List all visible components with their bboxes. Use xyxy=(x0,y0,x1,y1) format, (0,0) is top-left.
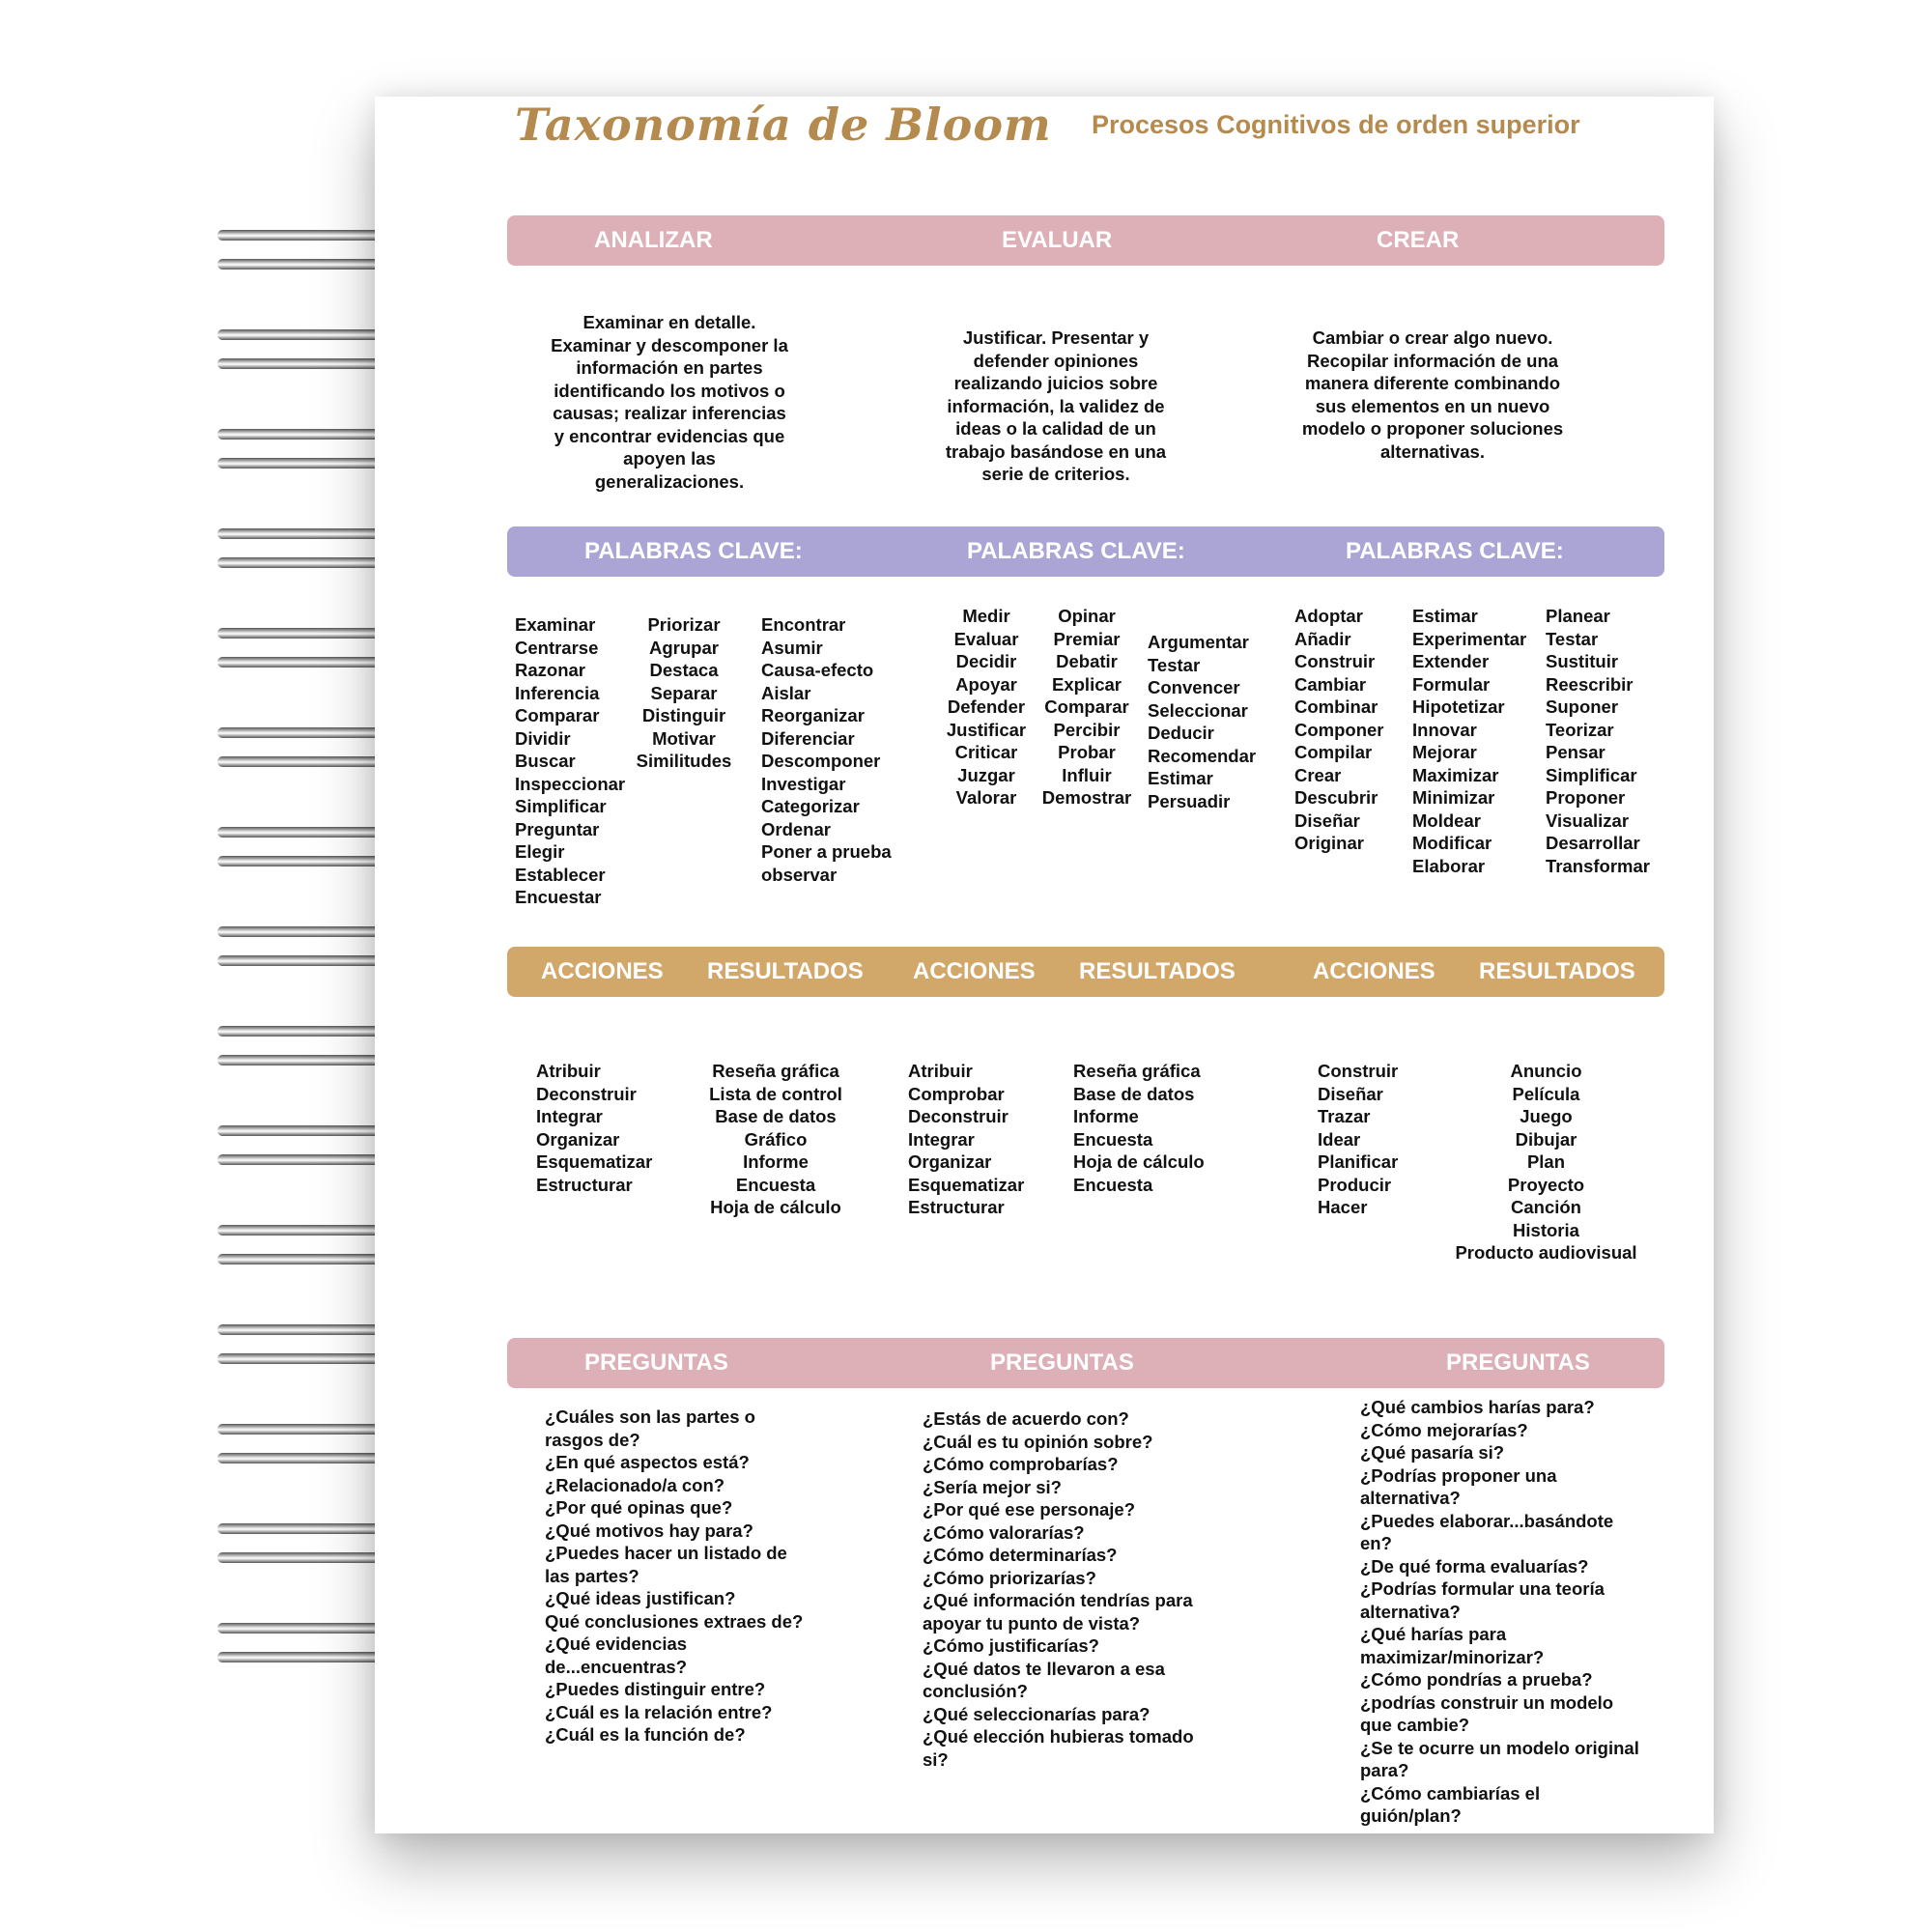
list-item: Sustituir xyxy=(1546,651,1619,671)
results-label-crear: RESULTADOS xyxy=(1479,958,1635,984)
list-item: Probar xyxy=(1058,742,1116,762)
list-item: ¿Se te ocurre un modelo original para? xyxy=(1360,1737,1639,1780)
list-item: Juzgar xyxy=(957,764,1015,785)
list-item: ¿Por qué opinas que? xyxy=(545,1497,733,1518)
list-item: Añadir xyxy=(1294,628,1351,649)
list-item: Recomendar xyxy=(1148,745,1257,766)
list-item: Distinguir xyxy=(641,705,726,725)
list-item: ¿Qué información tendrías para apoyar tu punto de vista? xyxy=(923,1590,1193,1634)
list-item: ¿Cuáles son las partes o rasgos de? xyxy=(545,1406,755,1450)
list-item: Apoyar xyxy=(955,673,1017,695)
list-item: Argumentar xyxy=(1148,632,1249,652)
list-item: Base de datos xyxy=(1073,1083,1195,1104)
keywords-label-analizar: PALABRAS CLAVE: xyxy=(584,538,803,564)
list-item: Integrar xyxy=(536,1106,603,1126)
list-item: Reorganizar xyxy=(761,705,865,725)
keywords-crear-col1 xyxy=(1294,605,1384,855)
list-item: Criticar xyxy=(954,742,1018,762)
list-item: Extender xyxy=(1412,651,1490,671)
list-item: Base de datos xyxy=(715,1106,837,1126)
list-item: Diseñar xyxy=(1294,810,1360,831)
list-item: apoyen las xyxy=(623,448,716,469)
list-item: identificando los motivos o xyxy=(554,380,785,401)
list-item: Esquematizar xyxy=(908,1174,1025,1195)
list-item: Compilar xyxy=(1294,742,1373,762)
questions-label-evaluar: PREGUNTAS xyxy=(990,1350,1134,1376)
list-item: Esquematizar xyxy=(536,1151,653,1172)
list-item: sus elementos en un nuevo xyxy=(1315,395,1550,416)
list-item: Adoptar xyxy=(1294,606,1363,626)
list-item: Componer xyxy=(1294,719,1384,740)
list-item: Hacer xyxy=(1318,1197,1368,1217)
keywords-evaluar-col1 xyxy=(938,605,1035,810)
list-item: Estimar xyxy=(1412,606,1478,626)
list-item: Convencer xyxy=(1148,677,1240,697)
list-item: Recopilar información de una xyxy=(1306,350,1559,371)
list-item: Asumir xyxy=(761,637,823,658)
list-item: Preguntar xyxy=(515,818,600,839)
list-item: Debatir xyxy=(1056,651,1118,671)
list-item: Examinar y descomponer la xyxy=(551,334,788,355)
list-item: Seleccionar xyxy=(1148,699,1248,721)
list-item: Informe xyxy=(743,1151,809,1172)
list-item: ¿Cómo priorizarías? xyxy=(923,1567,1096,1588)
keywords-label-evaluar: PALABRAS CLAVE: xyxy=(967,538,1185,564)
list-item: Simplificar xyxy=(1546,764,1637,785)
list-item: Examinar en detalle. xyxy=(582,312,756,332)
list-item: ¿De qué forma evaluarías? xyxy=(1360,1555,1589,1577)
list-item: Inspeccionar xyxy=(515,773,626,794)
list-item: Informe xyxy=(1073,1106,1139,1126)
list-item: Hipotetizar xyxy=(1412,696,1505,717)
list-item: Plan xyxy=(1526,1151,1566,1172)
list-item: Justificar. Presentar y xyxy=(962,327,1150,348)
page-subtitle: Procesos Cognitivos de orden superior xyxy=(1092,110,1580,139)
definition-analizar xyxy=(525,311,814,493)
list-item: ¿Cuál es la relación entre? xyxy=(545,1701,773,1722)
list-item: modelo o proponer soluciones xyxy=(1301,418,1564,439)
list-item: ¿Puedes elaborar...basándote en? xyxy=(1360,1510,1614,1553)
list-item: Atribuir xyxy=(536,1061,601,1081)
questions-crear xyxy=(1360,1396,1640,1828)
list-item: alternativas. xyxy=(1380,440,1485,462)
list-item: Descomponer xyxy=(761,751,881,771)
list-item: ¿Cómo valorarías? xyxy=(923,1521,1085,1543)
list-item: ¿Qué ideas justifican? xyxy=(545,1588,736,1608)
keywords-label-crear: PALABRAS CLAVE: xyxy=(1346,538,1564,564)
list-item: ¿Cuál es la función de? xyxy=(545,1724,746,1745)
actions-label-analizar: ACCIONES xyxy=(541,958,664,984)
list-item: ¿Cómo comprobarías? xyxy=(923,1454,1119,1474)
definition-evaluar xyxy=(911,327,1201,486)
list-item: Causa-efecto xyxy=(761,660,874,680)
list-item: trabajo basándose en una xyxy=(945,440,1167,462)
results-label-evaluar: RESULTADOS xyxy=(1079,958,1236,984)
list-item: Aislar xyxy=(761,682,811,703)
keywords-evaluar-col2 xyxy=(1038,605,1135,810)
list-item: Película xyxy=(1512,1083,1580,1104)
list-item: Teorizar xyxy=(1546,719,1614,740)
list-item: Decidir xyxy=(955,651,1017,671)
list-item: Evaluar xyxy=(953,628,1019,649)
list-item: Construir xyxy=(1294,651,1376,671)
actions-analizar xyxy=(536,1060,652,1196)
actions-label-evaluar: ACCIONES xyxy=(913,958,1036,984)
results-evaluar xyxy=(1073,1060,1205,1196)
list-item: Persuadir xyxy=(1148,790,1231,811)
list-item: Dibujar xyxy=(1515,1128,1577,1150)
list-item: ¿Cómo justificarías? xyxy=(923,1635,1099,1656)
list-item: Diferenciar xyxy=(761,727,855,749)
list-item: ¿Qué evidencias de...encuentras? xyxy=(545,1634,688,1677)
list-item: ¿Qué motivos hay para? xyxy=(545,1520,753,1541)
list-item: ¿Puedes hacer un listado de las partes? xyxy=(545,1543,787,1586)
list-item: Organizar xyxy=(536,1128,620,1150)
list-item: Medir xyxy=(962,606,1010,626)
list-item: Encuesta xyxy=(1073,1128,1153,1150)
list-item: Combinar xyxy=(1294,696,1378,717)
list-item: ¿Podrías proponer una alternativa? xyxy=(1360,1464,1557,1508)
list-item: defender opiniones xyxy=(973,350,1139,371)
list-item: ¿Qué elección hubieras tomado si? xyxy=(923,1726,1194,1770)
list-item: Diseñar xyxy=(1318,1083,1383,1104)
list-item: Poner a prueba xyxy=(761,841,892,862)
list-item: ¿Relacionado/a con? xyxy=(545,1474,725,1495)
list-item: Comparar xyxy=(1044,696,1129,717)
list-item: Planificar xyxy=(1318,1151,1399,1172)
list-item: Hoja de cálculo xyxy=(1073,1151,1205,1172)
list-item: Estructurar xyxy=(536,1174,633,1195)
list-item: Comparar xyxy=(515,705,600,725)
actions-label-crear: ACCIONES xyxy=(1313,958,1435,984)
results-label-analizar: RESULTADOS xyxy=(707,958,864,984)
list-item: serie de criterios. xyxy=(981,464,1130,484)
list-item: Idear xyxy=(1318,1128,1361,1150)
questions-label-crear: PREGUNTAS xyxy=(1446,1350,1590,1376)
list-item: Construir xyxy=(1318,1061,1399,1081)
list-item: Minimizar xyxy=(1412,787,1495,808)
list-item: Formular xyxy=(1412,673,1491,695)
list-item: Anuncio xyxy=(1510,1061,1582,1081)
list-item: Dividir xyxy=(515,727,571,749)
list-item: causas; realizar inferencias xyxy=(553,403,786,423)
keywords-crear-col3 xyxy=(1546,605,1650,877)
definition-crear xyxy=(1268,327,1597,463)
actions-band xyxy=(507,947,1664,997)
keywords-band xyxy=(507,526,1664,577)
keywords-analizar-col1 xyxy=(515,613,625,909)
list-item: Pensar xyxy=(1546,742,1605,762)
page-title: Taxonomía de Bloom xyxy=(515,99,1052,151)
level-crear: CREAR xyxy=(1377,227,1460,253)
list-item: Valorar xyxy=(955,787,1017,808)
levels-band xyxy=(507,215,1664,266)
list-item: Innovar xyxy=(1412,719,1477,740)
keywords-analizar-col2 xyxy=(631,613,737,773)
list-item: Deconstruir xyxy=(536,1083,637,1104)
list-item: Inferencia xyxy=(515,682,600,703)
list-item: Experimentar xyxy=(1412,628,1527,649)
list-item: ¿podrías construir un modelo que cambie? xyxy=(1360,1691,1614,1735)
questions-label-analizar: PREGUNTAS xyxy=(584,1350,728,1376)
list-item: Proponer xyxy=(1546,787,1626,808)
list-item: ¿Qué seleccionarías para? xyxy=(923,1703,1151,1724)
list-item: Descubrir xyxy=(1294,787,1378,808)
list-item: Agrupar xyxy=(649,637,719,658)
level-analizar: ANALIZAR xyxy=(594,227,713,253)
list-item: Moldear xyxy=(1412,810,1481,831)
list-item: Justificar xyxy=(946,719,1027,740)
list-item: Elegir xyxy=(515,841,565,862)
list-item: ¿Qué harías para maximizar/minorizar? xyxy=(1360,1624,1545,1667)
list-item: Hoja de cálculo xyxy=(710,1197,841,1217)
list-item: Organizar xyxy=(908,1151,992,1172)
list-item: Cambiar xyxy=(1294,673,1367,695)
questions-band xyxy=(507,1338,1664,1388)
keywords-crear-col2 xyxy=(1412,605,1526,877)
list-item: Crear xyxy=(1294,764,1342,785)
list-item: Comprobar xyxy=(908,1083,1005,1104)
list-item: y encontrar evidencias que xyxy=(554,425,785,446)
list-item: observar xyxy=(761,864,838,885)
list-item: Separar xyxy=(650,682,718,703)
list-item: Simplificar xyxy=(515,796,607,816)
list-item: ¿Por qué ese personaje? xyxy=(923,1499,1136,1520)
keywords-analizar-col3 xyxy=(761,613,892,886)
list-item: Maximizar xyxy=(1412,764,1499,785)
list-item: Encontrar xyxy=(761,614,846,635)
results-crear xyxy=(1437,1060,1655,1264)
list-item: ¿Cómo determinarías? xyxy=(923,1545,1118,1565)
list-item: Razonar xyxy=(515,660,585,680)
list-item: Elaborar xyxy=(1412,855,1486,876)
list-item: Modificar xyxy=(1412,833,1492,853)
list-item: Qué conclusiones extraes de? xyxy=(545,1610,804,1632)
list-item: Reescribir xyxy=(1546,673,1634,695)
list-item: Estructurar xyxy=(908,1197,1005,1217)
list-item: Premiar xyxy=(1053,628,1121,649)
list-item: Visualizar xyxy=(1546,810,1630,831)
list-item: Trazar xyxy=(1318,1106,1371,1126)
list-item: Similitudes xyxy=(636,751,732,771)
actions-evaluar xyxy=(908,1060,1024,1219)
list-item: información en partes xyxy=(576,357,763,378)
list-item: Planear xyxy=(1546,606,1610,626)
actions-crear xyxy=(1318,1060,1398,1219)
list-item: ¿Estás de acuerdo con? xyxy=(923,1408,1129,1429)
list-item: Opinar xyxy=(1058,606,1116,626)
list-item: Integrar xyxy=(908,1128,975,1150)
list-item: Reseña gráfica xyxy=(712,1061,839,1081)
list-item: ideas o la calidad de un xyxy=(955,418,1156,439)
list-item: ¿Qué cambios harías para? xyxy=(1360,1397,1595,1417)
list-item: Motivar xyxy=(652,727,716,749)
questions-analizar xyxy=(545,1406,804,1747)
list-item: ¿Cómo mejorarías? xyxy=(1360,1419,1528,1440)
list-item: Buscar xyxy=(515,751,576,771)
questions-evaluar xyxy=(923,1407,1212,1771)
list-item: realizando juicios sobre xyxy=(953,373,1158,393)
list-item: Lista de control xyxy=(709,1083,842,1104)
list-item: Encuesta xyxy=(1073,1174,1153,1195)
list-item: Desarrollar xyxy=(1546,833,1640,853)
list-item: Deconstruir xyxy=(908,1106,1009,1126)
list-item: Producto audiovisual xyxy=(1455,1242,1637,1263)
list-item: Influir xyxy=(1062,764,1112,785)
list-item: Producir xyxy=(1318,1174,1392,1195)
list-item: Atribuir xyxy=(908,1061,973,1081)
list-item: Demostrar xyxy=(1041,787,1132,808)
list-item: ¿Puedes distinguir entre? xyxy=(545,1679,766,1699)
list-item: Cambiar o crear algo nuevo. xyxy=(1312,327,1553,348)
list-item: ¿Cómo pondrías a prueba? xyxy=(1360,1669,1593,1690)
list-item: Estimar xyxy=(1148,768,1213,788)
list-item: información, la validez de xyxy=(947,395,1165,416)
list-item: Originar xyxy=(1294,833,1364,853)
list-item: ¿Qué pasaría si? xyxy=(1360,1442,1505,1463)
list-item: Centrarse xyxy=(515,637,599,658)
list-item: Proyecto xyxy=(1507,1174,1585,1195)
keywords-evaluar-col3 xyxy=(1148,631,1256,812)
list-item: Percibir xyxy=(1053,719,1121,740)
list-item: Categorizar xyxy=(761,796,860,816)
list-item: Examinar xyxy=(515,614,596,635)
list-item: Encuesta xyxy=(735,1174,816,1195)
list-item: Destaca xyxy=(649,660,719,680)
list-item: Defender xyxy=(947,696,1026,717)
notebook-page xyxy=(375,97,1714,1833)
list-item: ¿Qué datos te llevaron a esa conclusión? xyxy=(923,1658,1165,1701)
list-item: Gráfico xyxy=(744,1128,808,1150)
list-item: Reseña gráfica xyxy=(1073,1061,1201,1081)
list-item: Deducir xyxy=(1148,723,1214,743)
results-analizar xyxy=(694,1060,858,1219)
list-item: Testar xyxy=(1546,628,1599,649)
list-item: Explicar xyxy=(1052,673,1122,695)
list-item: Transformar xyxy=(1546,855,1650,876)
list-item: Suponer xyxy=(1546,696,1619,717)
list-item: Ordenar xyxy=(761,818,831,839)
list-item: Juego xyxy=(1520,1106,1573,1126)
list-item: Investigar xyxy=(761,773,846,794)
list-item: ¿Sería mejor si? xyxy=(923,1476,1062,1497)
list-item: ¿En qué aspectos está? xyxy=(545,1452,750,1472)
list-item: ¿Podrías formular una teoría alternativa? xyxy=(1360,1578,1605,1622)
list-item: Establecer xyxy=(515,864,606,885)
list-item: Mejorar xyxy=(1412,742,1477,762)
level-evaluar: EVALUAR xyxy=(1002,227,1113,253)
list-item: generalizaciones. xyxy=(594,470,745,492)
list-item: Encuestar xyxy=(515,887,602,907)
list-item: Historia xyxy=(1513,1219,1579,1240)
list-item: Priorizar xyxy=(647,614,721,635)
list-item: ¿Cuál es tu opinión sobre? xyxy=(923,1431,1153,1452)
list-item: Canción xyxy=(1511,1197,1581,1217)
list-item: manera diferente combinando xyxy=(1304,373,1561,393)
list-item: ¿Cómo cambiarías el guión/plan? xyxy=(1360,1782,1541,1826)
list-item: Testar xyxy=(1148,654,1201,675)
